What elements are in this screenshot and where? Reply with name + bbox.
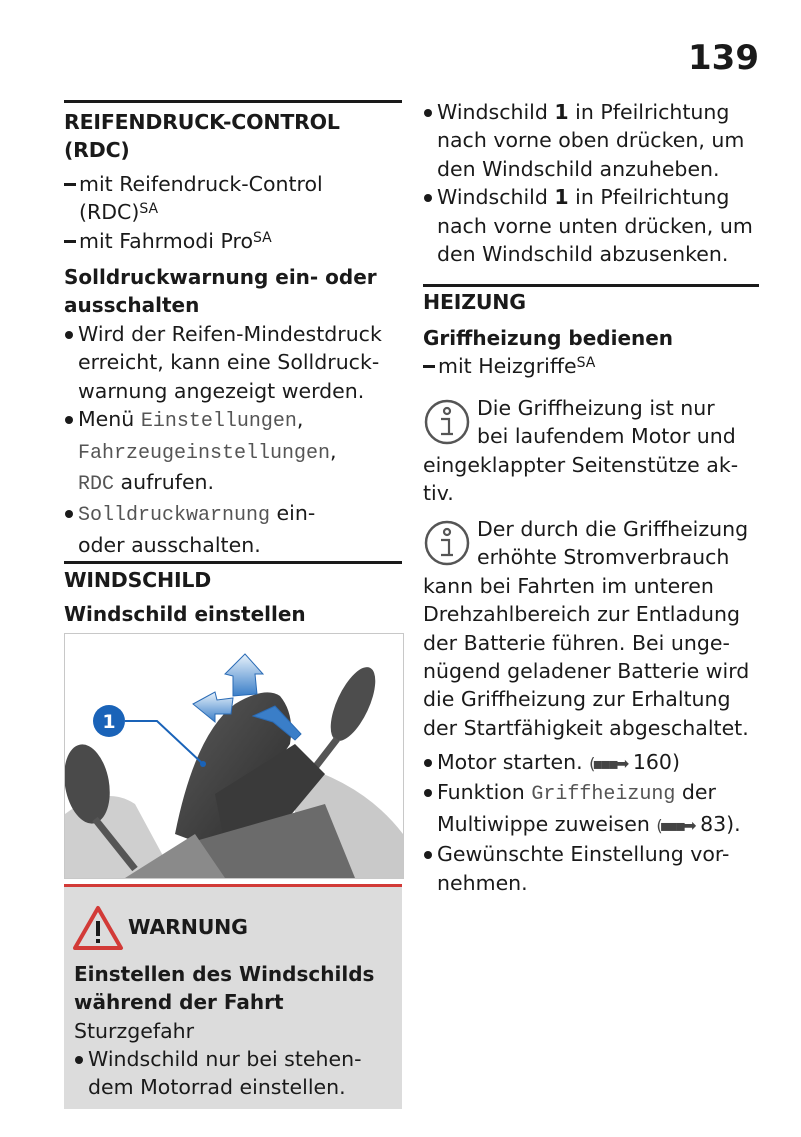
rdc-steps [64,320,404,559]
section-rule [64,561,402,564]
page-ref-arrow-icon: (▪▪▪➡ [589,754,627,773]
windschild-heading: WINDSCHILD [64,568,212,592]
heizung-heading: HEIZUNG [423,290,526,314]
page-number: 139 [688,38,759,78]
windschild-subheading: Windschild einstellen [64,602,306,626]
arrow-up-icon [225,654,263,696]
list-item: Menü Einstellungen, Fahrzeugeinstellungen, RDC aufrufen. [64,405,404,499]
warning-box [64,884,402,1109]
info-note: Die Griffheizung ist nur bei laufendem Motor und eingeklappter Seitenstütze ak- tiv. [423,396,739,506]
list-item: Gewünschte Einstellung vor- nehmen. [423,840,763,897]
rdc-options [64,170,402,255]
info-note: Der durch die Griffheizung erhöhte Stromverbrauch kann bei Fahrten im unteren Drehzahlbereich zur Entladung der Batterie führen. Bei unge- nügend geladener Batterie wird die Griffheizung zur Erhaltung der Startfähigkeit abgeschaltet. [423,517,750,740]
section-rule [423,284,759,287]
warning-triangle-icon [72,905,124,951]
warning-heading: Einstellen des Windschilds während der Fahrt [74,962,375,1014]
callout-number: 1 [102,711,116,733]
rdc-subheading: Solldruckwarnung ein- oder ausschalten [64,265,377,317]
callout-point [200,761,206,767]
page-reference[interactable]: 83). [693,811,741,836]
section-rule [64,100,402,103]
windschild-steps [423,98,763,268]
info-icon [423,398,471,446]
info-icon [423,519,471,567]
warning-title: WARNUNG [128,915,248,939]
option-item: mit Reifendruck-Control (RDC)$^{SA}$ [64,170,402,227]
list-item: Wird der Reifen-Mindestdruck erreicht, kann eine Solldruck- warnung angezeigt werden. [64,320,404,405]
warning-step: Windschild nur bei stehen- dem Motorrad einstellen. [74,1045,408,1102]
menu-path: Griffheizung [531,783,676,807]
heizung-steps [423,748,763,897]
warning-risk: Sturzgefahr [74,1019,195,1043]
list-item: Windschild 1 in Pfeilrichtung nach vorne oben drücken, um den Windschild anzuheben. [423,98,763,183]
page-reference[interactable]: 160) [626,750,680,774]
menu-path: Fahrzeugeinstellungen [78,441,331,465]
windshield-illustration [65,634,403,878]
option-item: mit Fahrmodi Pro$^{SA}$ [64,227,402,255]
list-item: Funktion Griffheizung der Multiwippe zuweisen (▪▪▪➡ 83). [423,778,763,840]
menu-path: RDC [78,473,115,497]
list-item: Windschild 1 in Pfeilrichtung nach vorne unten drücken, um den Windschild abzusenken. [423,183,763,268]
list-item: Solldruckwarnung ein- oder ausschalten. [64,499,404,559]
page-ref-arrow-icon: (▪▪▪➡ [656,815,694,835]
menu-path: Einstellungen [140,410,297,434]
menu-path: Solldruckwarnung [78,504,271,528]
list-item: Motor starten. (▪▪▪➡ 160) [423,748,763,778]
option-item: mit Heizgriffe$^{SA}$ [423,352,595,380]
rdc-heading: REIFENDRUCK-CONTROL (RDC) [64,110,340,162]
callout-line [125,721,203,764]
right-mirror [322,661,385,747]
heizung-subheading: Griffheizung bedienen [423,326,674,350]
windshield-figure [64,633,404,879]
